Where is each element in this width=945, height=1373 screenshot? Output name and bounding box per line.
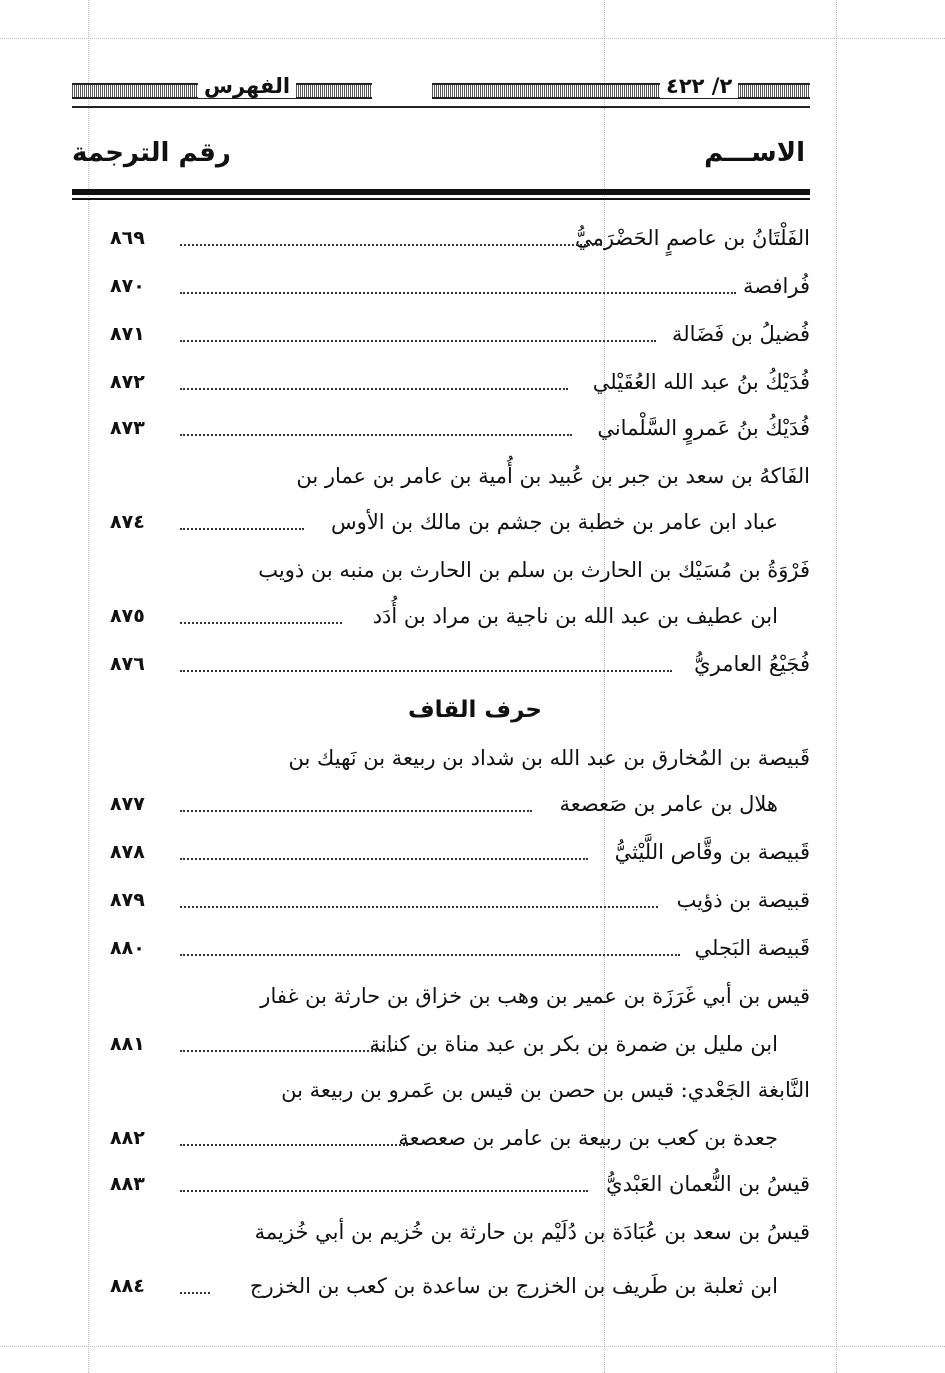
entry-name: قيس بن أبي غَرَزَة بن عمير بن وهب بن خزاق بن حارثة بن غفار xyxy=(260,984,810,1008)
index-entry xyxy=(60,1266,810,1306)
index-entry xyxy=(60,738,810,778)
entry-name: قيسُ بن سعد بن عُبَادَة بن دُلَيْم بن حارثة بن خُزيم بن أبي خُزيمة xyxy=(254,1220,810,1244)
scan-guide-line xyxy=(0,1346,945,1347)
dot-leader xyxy=(180,670,672,672)
dot-leader xyxy=(180,1050,392,1052)
entry-name: قَبيصة البَجلي xyxy=(694,936,810,960)
scan-guide-line xyxy=(0,38,945,39)
section-heading: حرف القاف xyxy=(407,697,543,723)
index-entry xyxy=(60,218,810,258)
dot-leader xyxy=(180,1144,408,1146)
index-entry xyxy=(60,832,810,872)
entry-name: قيسُ بن النُّعمان العَبْديُّ xyxy=(606,1172,810,1196)
index-entry xyxy=(60,596,810,636)
index-entry xyxy=(60,502,810,542)
running-head-rule xyxy=(72,106,810,108)
dot-leader xyxy=(180,244,602,246)
index-entry xyxy=(60,1118,810,1158)
dot-leader xyxy=(180,906,658,908)
index-entry xyxy=(60,1070,810,1110)
index-entry xyxy=(60,644,810,684)
entry-name: فُدَيْكُ بنُ عبد الله العُقَيْلي xyxy=(592,370,810,394)
index-entry xyxy=(60,928,810,968)
entry-number: ٨٧٨ xyxy=(110,841,145,863)
index-entry xyxy=(60,880,810,920)
entry-number: ٨٨٤ xyxy=(110,1275,145,1297)
entry-number: ٨٧٦ xyxy=(110,653,145,675)
entry-name: فُدَيْكُ بنُ عَمروٍ السَّلْماني xyxy=(597,416,810,440)
entry-name: الفَاكهُ بن سعد بن جبر بن عُبيد بن أُمية بن عامر بن عمار بن xyxy=(296,464,810,488)
dot-leader xyxy=(180,340,656,342)
index-entry xyxy=(60,1164,810,1204)
index-entry xyxy=(60,976,810,1016)
entry-number: ٨٧٤ xyxy=(110,511,145,533)
running-head-title: الفهرس xyxy=(198,74,296,98)
entry-name: قَبيصة بن وقَّاص اللَّيْثيُّ xyxy=(614,840,810,864)
dot-leader xyxy=(180,954,680,956)
entry-name: فُرافصة xyxy=(743,274,810,298)
running-head xyxy=(72,74,810,104)
entry-name: فَرْوَةُ بن مُسَيْك بن الحارث بن سلم بن الحارث بن منبه بن ذويب xyxy=(258,558,810,582)
dot-leader xyxy=(180,292,736,294)
dot-leader xyxy=(180,388,568,390)
entry-number: ٨٧٩ xyxy=(110,889,145,911)
entry-number: ٨٨١ xyxy=(110,1033,145,1055)
entry-number: ٨٦٩ xyxy=(110,227,145,249)
index-entry xyxy=(60,362,810,402)
dot-leader xyxy=(180,622,342,624)
entry-name: الفَلْتَانُ بن عاصمٍ الحَضْرَميُّ xyxy=(575,226,810,250)
entry-name: ابن ثعلبة بن طَريف بن الخزرج بن ساعدة بن كعب بن الخزرج xyxy=(249,1274,778,1298)
entry-name: ابن مليل بن ضمرة بن بكر بن عبد مناة بن كنانة xyxy=(369,1032,778,1056)
entry-number: ٨٧٠ xyxy=(110,275,145,297)
index-entry xyxy=(60,784,810,824)
dot-leader xyxy=(180,434,572,436)
column-heading-number: رقم الترجمة xyxy=(72,138,231,168)
column-heading-name: الاســـم xyxy=(704,138,805,168)
heading-double-rule xyxy=(72,189,810,203)
entry-number: ٨٧٣ xyxy=(110,417,145,439)
entry-number: ٨٨٣ xyxy=(110,1173,145,1195)
entry-name: النَّابغة الجَعْدي: قيس بن حصن بن قيس بن عَمرو بن ربيعة بن xyxy=(281,1078,810,1102)
dot-leader xyxy=(180,810,532,812)
entry-name: ابن عطيف بن عبد الله بن ناجية بن مراد بن أُدَد xyxy=(372,604,778,628)
scan-guide-line xyxy=(836,0,837,1373)
running-head-band-right xyxy=(432,83,810,99)
entry-name: فُجَيْعُ العامريُّ xyxy=(694,652,810,676)
dot-leader xyxy=(180,858,588,860)
page-number: ٢/ ٤٢٢ xyxy=(660,74,738,98)
dot-leader xyxy=(180,1292,210,1294)
entry-name: فُضيلُ بن فَضَالة xyxy=(672,322,810,346)
entry-number: ٨٧٥ xyxy=(110,605,145,627)
index-entry xyxy=(60,1024,810,1064)
entry-name: جعدة بن كعب بن ربيعة بن عامر بن صعصعة xyxy=(398,1126,778,1150)
index-entry xyxy=(60,408,810,448)
entry-name: هلال بن عامر بن صَعصعة xyxy=(559,792,778,816)
index-entry xyxy=(60,266,810,306)
index-entry xyxy=(60,1212,810,1252)
dot-leader xyxy=(180,1190,588,1192)
entry-name: عباد ابن عامر بن خطبة بن جشم بن مالك بن الأوس xyxy=(331,510,778,534)
entry-number: ٨٨٢ xyxy=(110,1127,145,1149)
index-entry xyxy=(60,314,810,354)
entry-number: ٨٧٧ xyxy=(110,793,145,815)
entry-number: ٨٨٠ xyxy=(110,937,145,959)
dot-leader xyxy=(180,528,304,530)
index-entry xyxy=(60,550,810,590)
entry-number: ٨٧٢ xyxy=(110,371,145,393)
index-entry xyxy=(60,456,810,496)
entry-number: ٨٧١ xyxy=(110,323,145,345)
entry-name: قَبيصة بن المُخارق بن عبد الله بن شداد بن ربيعة بن نَهيك بن xyxy=(288,746,810,770)
entry-name: قبيصة بن ذؤيب xyxy=(676,888,810,912)
